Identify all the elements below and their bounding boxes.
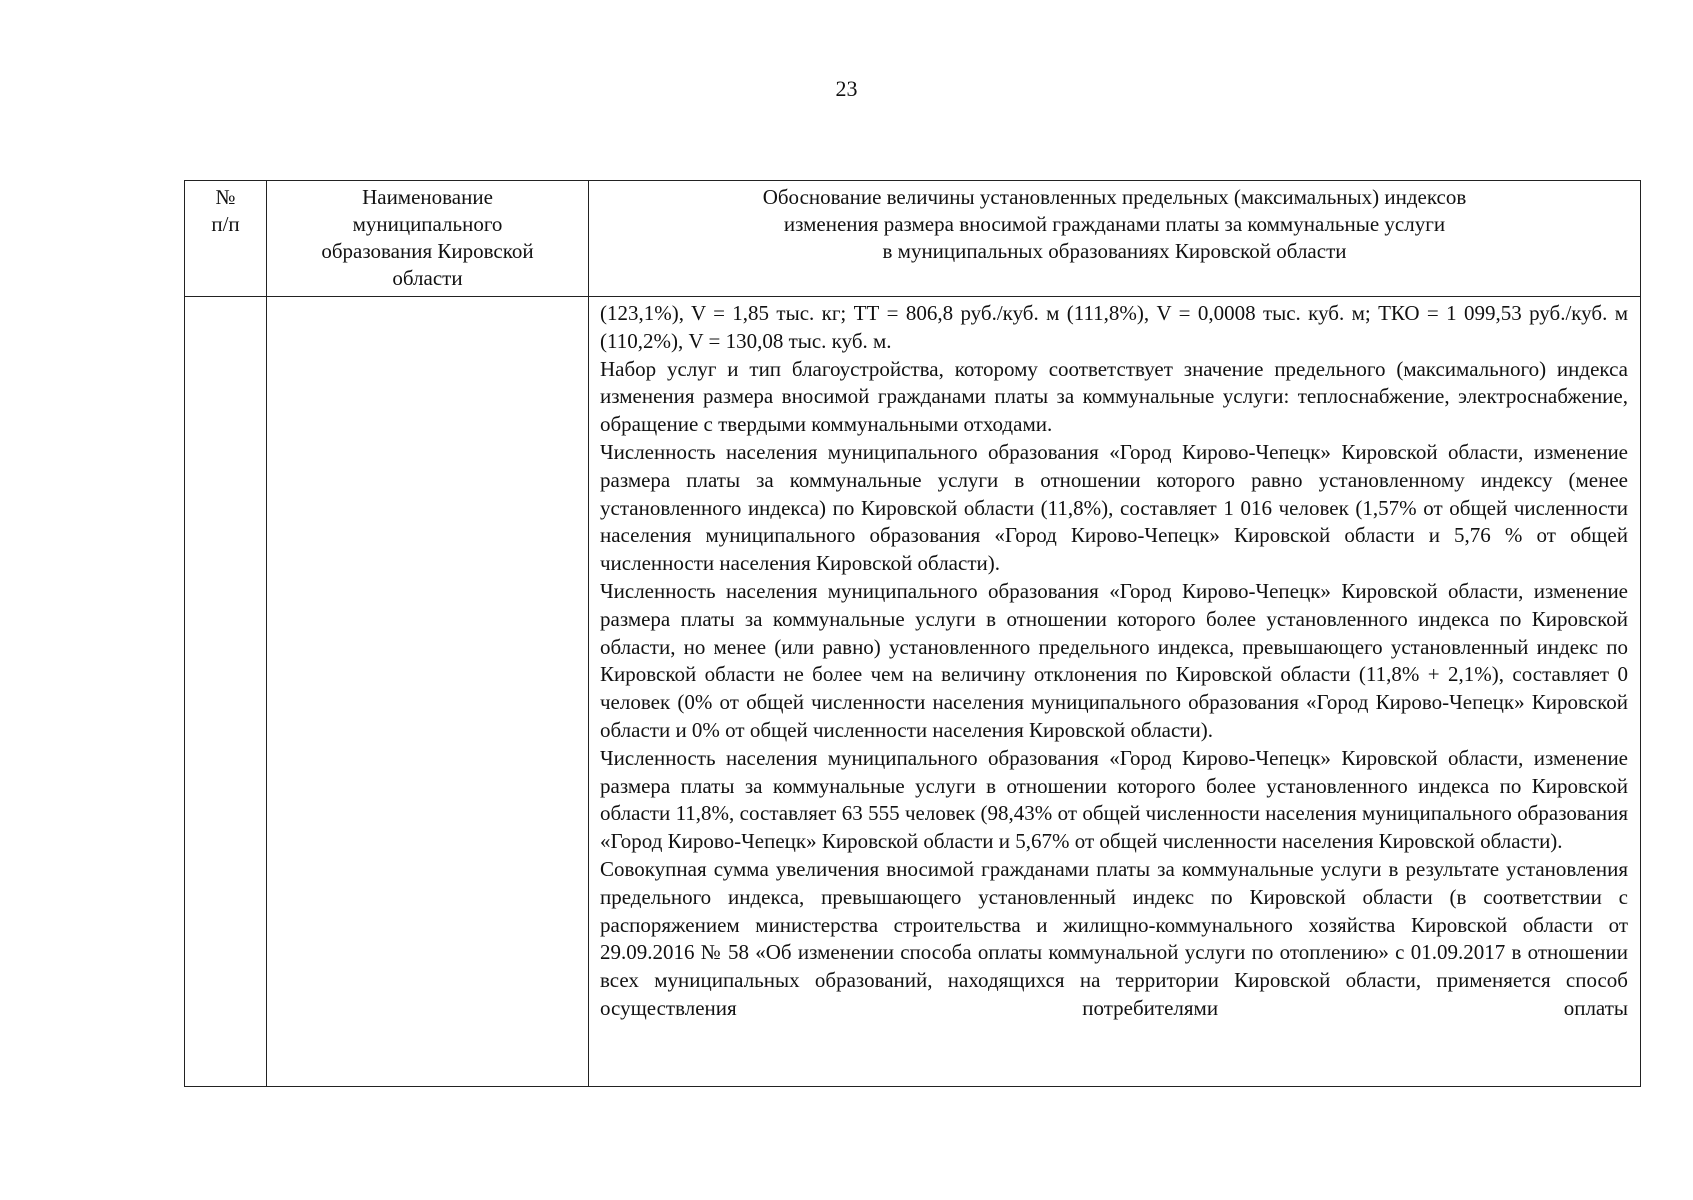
paragraph: Совокупная сумма увеличения вносимой гражданами платы за коммунальные услуги в результате установления предельного индекса, превышающего установленный индекс по Кировской области (в соответствии с распоряжением министерства строительства и жилищно-коммунального хозяйства Кировской области от 29.09.2016 № 58 «Об изменении способа оплаты коммунальной услуги по отоплению» с 01.09.2017 в отношении всех муниципальных образований, находящихся на территории Кировской области, применяется способ осуществления потребителями оплаты [600, 856, 1628, 1020]
header-justification-line: Обоснование величины установленных предельных (максимальных) индексов [762, 185, 1467, 209]
header-name-line: образования Кировской [321, 239, 534, 263]
table-header-row [185, 181, 1641, 297]
paragraph: Набор услуг и тип благоустройства, которому соответствует значение предельного (максимального) индекса изменения размера вносимой гражданами платы за коммунальные услуги: теплоснабжение, электроснабжение, обращение с твердыми коммунальными отходами. [600, 356, 1628, 437]
header-name-line: области [392, 266, 463, 290]
header-justification-line: изменения размера вносимой гражданами платы за коммунальные услуги [783, 212, 1446, 236]
paragraph: Численность населения муниципального образования «Город Кирово-Чепецк» Кировской области, изменение размера платы за коммунальные услуги в отношении которого более установленного индекса по Кировской области 11,8%, составляет 63 555 человек (98,43% от общей численности населения муниципального образования «Город Кирово-Чепецк» Кировской области и 5,67% от общей численности населения Кировской области). [600, 745, 1628, 854]
header-justification-line: в муниципальных образованиях Кировской области [882, 239, 1347, 263]
page-number: 23 [835, 76, 858, 101]
header-name-line: муниципального [352, 212, 503, 236]
header-name-line: Наименование [362, 185, 493, 209]
row-num-cell [185, 297, 267, 1087]
justification-text [600, 300, 1628, 1086]
paragraph: Численность населения муниципального образования «Город Кирово-Чепецк» Кировской области, изменение размера платы за коммунальные услуги в отношении которого равно установленному индексу (менее установленного индекса) по Кировской области (11,8%), составляет 1 016 человек (1,57% от общей численности населения муниципального образования «Город Кирово-Чепецк» Кировской области и 5,76 % от общей численности населения Кировской области). [600, 439, 1628, 576]
header-municipality-name [267, 181, 589, 297]
paragraph: Численность населения муниципального образования «Город Кирово-Чепецк» Кировской области, изменение размера платы за коммунальные услуги в отношении которого более установленного индекса по Кировской области, но менее (или равно) установленного предельного индекса, превышающего установленный индекс по Кировской области не более чем на величину отклонения по Кировской области (11,8% + 2,1%), составляет 0 человек (0% от общей численности населения муниципального образования «Город Кирово-Чепецк» Кировской области и 0% от общей численности населения Кировской области). [600, 578, 1628, 742]
header-num [185, 181, 267, 297]
header-num-line: № [215, 185, 236, 209]
header-num-line: п/п [211, 212, 240, 236]
row-justification-cell [589, 297, 1641, 1087]
justification-table [184, 180, 1641, 1087]
row-name-cell [267, 297, 589, 1087]
table-row [185, 297, 1641, 1087]
header-justification [589, 181, 1641, 297]
paragraph: (123,1%), V = 1,85 тыс. кг; ТТ = 806,8 руб./куб. м (111,8%), V = 0,0008 тыс. куб. м; ТКО = 1 099,53 руб./куб. м (110,2%), V = 130,08 тыс. куб. м. [600, 301, 1628, 353]
